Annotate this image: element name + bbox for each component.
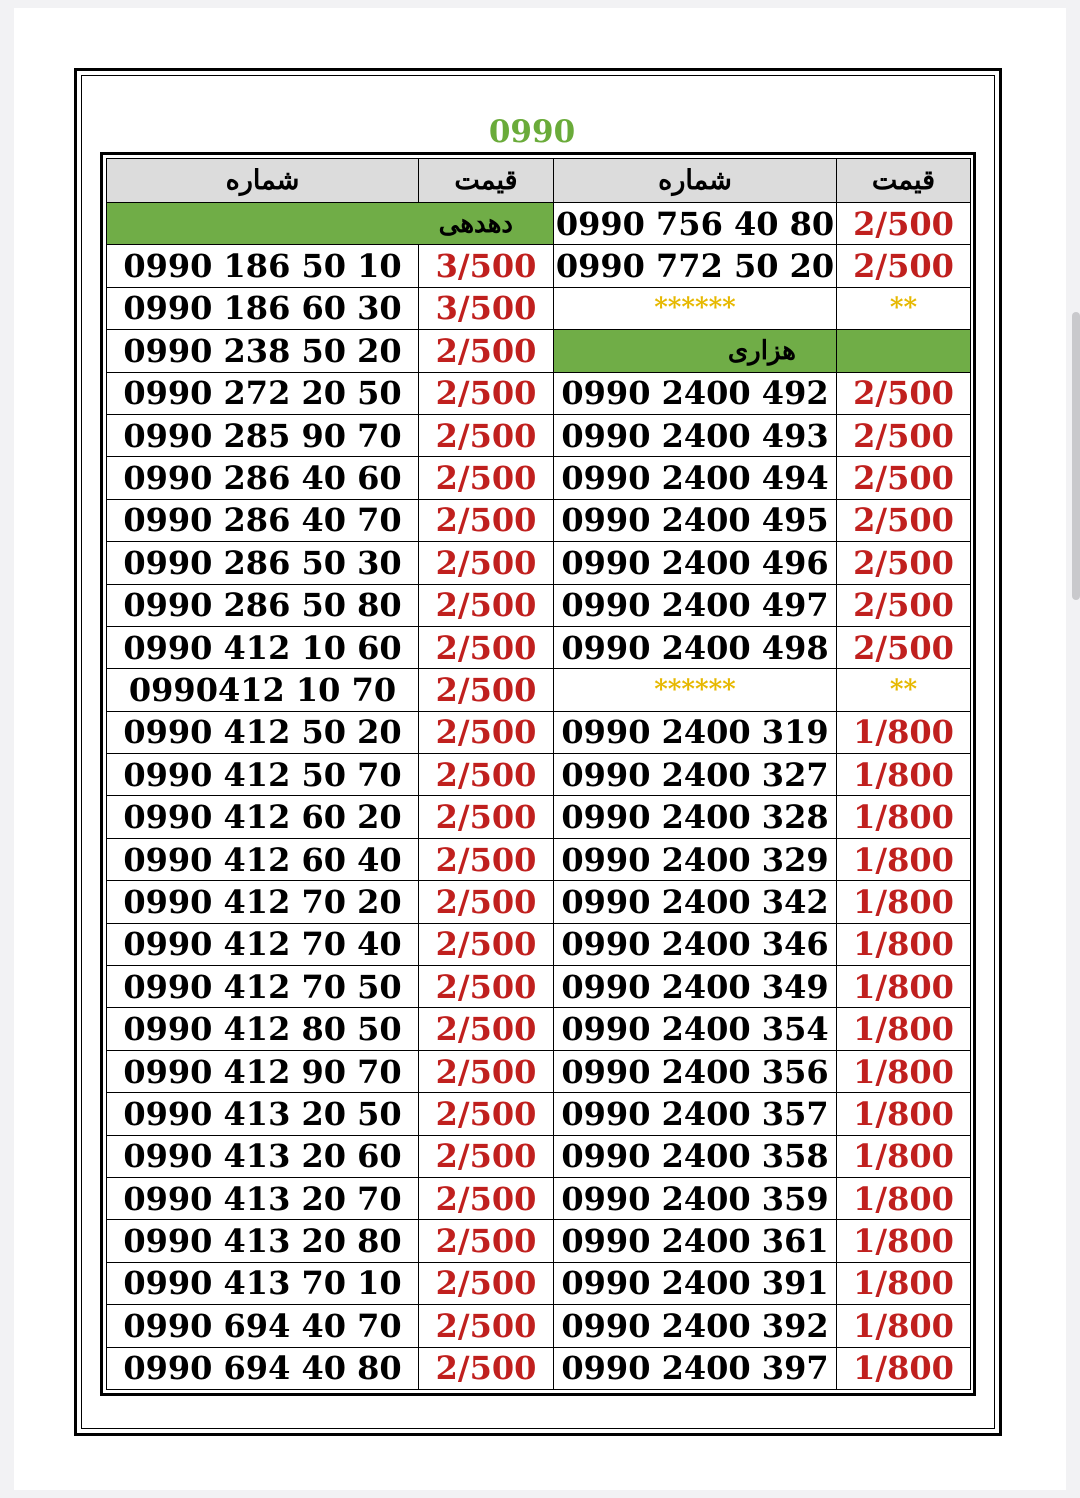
phone-number-right: 0990 2400 342 xyxy=(554,881,837,923)
scrollbar[interactable] xyxy=(1072,312,1080,600)
price-left: 2/500 xyxy=(419,626,554,668)
phone-number-right: 0990 2400 359 xyxy=(554,1177,837,1219)
price-right: 2/500 xyxy=(837,203,971,245)
phone-number-left: 0990 694 40 70 xyxy=(107,1305,419,1347)
separator-stars-price: ** xyxy=(837,669,971,711)
price-right: 1/800 xyxy=(837,1177,971,1219)
table-row xyxy=(107,669,971,711)
price-left: 2/500 xyxy=(419,711,554,753)
price-right: 2/500 xyxy=(837,542,971,584)
phone-number-left: 0990412 10 70 xyxy=(107,669,419,711)
price-right: 2/500 xyxy=(837,414,971,456)
table-row xyxy=(107,499,971,541)
table-row xyxy=(107,1135,971,1177)
table-row xyxy=(107,584,971,626)
price-right: 1/800 xyxy=(837,754,971,796)
price-left: 2/500 xyxy=(419,669,554,711)
table-row xyxy=(107,1220,971,1262)
phone-number-left: 0990 186 50 10 xyxy=(107,245,419,287)
separator-stars: ****** xyxy=(554,287,837,329)
price-right: 2/500 xyxy=(837,499,971,541)
table-row xyxy=(107,1008,971,1050)
separator-stars: ****** xyxy=(554,669,837,711)
price-left: 2/500 xyxy=(419,542,554,584)
phone-number-right: 0990 2400 392 xyxy=(554,1305,837,1347)
phone-number-right: 0990 772 50 20 xyxy=(554,245,837,287)
phone-number-right: 0990 2400 356 xyxy=(554,1050,837,1092)
phone-number-left: 0990 694 40 80 xyxy=(107,1347,419,1389)
price-left: 2/500 xyxy=(419,1135,554,1177)
phone-number-right: 0990 2400 496 xyxy=(554,542,837,584)
table-row xyxy=(107,287,971,329)
phone-number-right: 0990 2400 346 xyxy=(554,923,837,965)
phone-number-right: 0990 2400 494 xyxy=(554,457,837,499)
phone-number-left: 0990 412 10 60 xyxy=(107,626,419,668)
price-left: 2/500 xyxy=(419,1305,554,1347)
price-left: 2/500 xyxy=(419,499,554,541)
phone-number-right: 0990 2400 349 xyxy=(554,966,837,1008)
section-label-hezari: هزاری xyxy=(554,330,837,372)
price-left: 2/500 xyxy=(419,923,554,965)
price-left: 2/500 xyxy=(419,1262,554,1304)
price-left: 2/500 xyxy=(419,1008,554,1050)
phone-number-right: 0990 2400 498 xyxy=(554,626,837,668)
price-left: 2/500 xyxy=(419,1220,554,1262)
price-right: 1/800 xyxy=(837,881,971,923)
price-right: 1/800 xyxy=(837,796,971,838)
price-right: 2/500 xyxy=(837,372,971,414)
phone-number-left: 0990 413 20 50 xyxy=(107,1093,419,1135)
phone-number-right: 0990 2400 361 xyxy=(554,1220,837,1262)
phone-number-left: 0990 272 20 50 xyxy=(107,372,419,414)
price-table xyxy=(106,158,971,1390)
phone-number-left: 0990 413 20 60 xyxy=(107,1135,419,1177)
table-row xyxy=(107,1305,971,1347)
header-price-right: قیمت xyxy=(837,159,971,203)
table-row xyxy=(107,414,971,456)
page-title: 0990 xyxy=(488,114,576,150)
table-row xyxy=(107,966,971,1008)
price-table-wrapper xyxy=(100,152,976,1396)
price-right: 1/800 xyxy=(837,1347,971,1389)
table-row xyxy=(107,838,971,880)
phone-number-right: 0990 2400 327 xyxy=(554,754,837,796)
table-row xyxy=(107,203,971,245)
price-right: 2/500 xyxy=(837,626,971,668)
phone-number-left: 0990 286 40 60 xyxy=(107,457,419,499)
price-left: 2/500 xyxy=(419,372,554,414)
price-left: 2/500 xyxy=(419,838,554,880)
table-row xyxy=(107,1347,971,1389)
phone-number-right: 0990 2400 319 xyxy=(554,711,837,753)
price-left: 2/500 xyxy=(419,1347,554,1389)
phone-number-left: 0990 412 50 70 xyxy=(107,754,419,796)
price-right: 1/800 xyxy=(837,1050,971,1092)
phone-number-right: 0990 2400 391 xyxy=(554,1262,837,1304)
phone-number-left: 0990 412 80 50 xyxy=(107,1008,419,1050)
phone-number-left: 0990 412 70 40 xyxy=(107,923,419,965)
price-right: 1/800 xyxy=(837,1262,971,1304)
price-right: 2/500 xyxy=(837,584,971,626)
table-row xyxy=(107,1050,971,1092)
price-right: 1/800 xyxy=(837,1008,971,1050)
table-row xyxy=(107,372,971,414)
table-row xyxy=(107,1093,971,1135)
section-label-dahdahi: دهدهی xyxy=(107,203,554,245)
price-left: 2/500 xyxy=(419,796,554,838)
phone-number-left: 0990 286 50 30 xyxy=(107,542,419,584)
header-number-left: شماره xyxy=(107,159,419,203)
table-row xyxy=(107,1262,971,1304)
price-right: 2/500 xyxy=(837,245,971,287)
table-row xyxy=(107,923,971,965)
price-left: 2/500 xyxy=(419,966,554,1008)
table-row xyxy=(107,457,971,499)
phone-number-right: 0990 2400 328 xyxy=(554,796,837,838)
phone-number-right: 0990 2400 493 xyxy=(554,414,837,456)
phone-number-left: 0990 238 50 20 xyxy=(107,330,419,372)
price-right: 1/800 xyxy=(837,838,971,880)
phone-number-left: 0990 412 70 50 xyxy=(107,966,419,1008)
price-right: 2/500 xyxy=(837,457,971,499)
phone-number-left: 0990 412 70 20 xyxy=(107,881,419,923)
table-row xyxy=(107,1177,971,1219)
phone-number-right: 0990 2400 495 xyxy=(554,499,837,541)
phone-number-right: 0990 2400 329 xyxy=(554,838,837,880)
table-row xyxy=(107,626,971,668)
separator-stars-price: ** xyxy=(837,287,971,329)
header-number-right: شماره xyxy=(554,159,837,203)
price-left: 2/500 xyxy=(419,457,554,499)
phone-number-left: 0990 412 50 20 xyxy=(107,711,419,753)
header-price-left: قیمت xyxy=(419,159,554,203)
price-left: 2/500 xyxy=(419,1050,554,1092)
price-right: 1/800 xyxy=(837,966,971,1008)
price-left: 2/500 xyxy=(419,1177,554,1219)
phone-number-left: 0990 413 70 10 xyxy=(107,1262,419,1304)
phone-number-left: 0990 285 90 70 xyxy=(107,414,419,456)
table-row xyxy=(107,754,971,796)
table-row xyxy=(107,881,971,923)
phone-number-left: 0990 412 90 70 xyxy=(107,1050,419,1092)
table-header-row xyxy=(107,159,971,203)
price-left: 2/500 xyxy=(419,414,554,456)
price-right: 1/800 xyxy=(837,711,971,753)
phone-number-right: 0990 756 40 80 xyxy=(554,203,837,245)
table-row xyxy=(107,796,971,838)
table-row xyxy=(107,711,971,753)
phone-number-left: 0990 286 40 70 xyxy=(107,499,419,541)
phone-number-left: 0990 412 60 40 xyxy=(107,838,419,880)
phone-number-right: 0990 2400 354 xyxy=(554,1008,837,1050)
phone-number-left: 0990 186 60 30 xyxy=(107,287,419,329)
price-left: 2/500 xyxy=(419,881,554,923)
table-body xyxy=(107,203,971,1390)
price-right: 1/800 xyxy=(837,1093,971,1135)
phone-number-right: 0990 2400 397 xyxy=(554,1347,837,1389)
price-left: 2/500 xyxy=(419,754,554,796)
price-left: 2/500 xyxy=(419,584,554,626)
price-left: 3/500 xyxy=(419,287,554,329)
table-row xyxy=(107,245,971,287)
price-right: 1/800 xyxy=(837,1135,971,1177)
phone-number-left: 0990 413 20 70 xyxy=(107,1177,419,1219)
price-left: 2/500 xyxy=(419,1093,554,1135)
phone-number-right: 0990 2400 492 xyxy=(554,372,837,414)
phone-number-right: 0990 2400 357 xyxy=(554,1093,837,1135)
table-row xyxy=(107,542,971,584)
price-right: 1/800 xyxy=(837,1305,971,1347)
price-left: 3/500 xyxy=(419,245,554,287)
price-left: 2/500 xyxy=(419,330,554,372)
phone-number-left: 0990 412 60 20 xyxy=(107,796,419,838)
phone-number-left: 0990 413 20 80 xyxy=(107,1220,419,1262)
table-row xyxy=(107,330,971,372)
phone-number-right: 0990 2400 497 xyxy=(554,584,837,626)
price-right: 1/800 xyxy=(837,923,971,965)
price-right: 1/800 xyxy=(837,1220,971,1262)
phone-number-left: 0990 286 50 80 xyxy=(107,584,419,626)
section-label-filler xyxy=(837,330,971,372)
phone-number-right: 0990 2400 358 xyxy=(554,1135,837,1177)
